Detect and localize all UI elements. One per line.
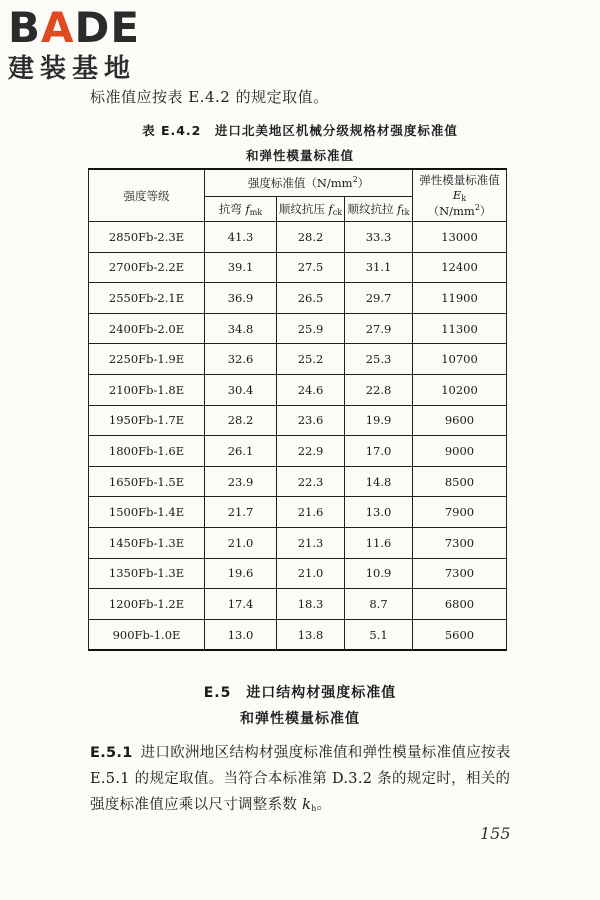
- cell-grade: 2100Fb-1.8E: [89, 374, 205, 405]
- cell-grade: 1500Fb-1.4E: [89, 497, 205, 528]
- cell-ek: 5600: [413, 619, 507, 650]
- cell-grade: 900Fb-1.0E: [89, 619, 205, 650]
- cell-grade: 1950Fb-1.7E: [89, 405, 205, 436]
- cell-fmk: 21.0: [205, 527, 277, 558]
- cell-ftk: 22.8: [345, 374, 413, 405]
- cell-ek: 10700: [413, 344, 507, 375]
- table-caption-line2: 和弹性模量标准值: [245, 148, 354, 163]
- cell-fck: 21.3: [277, 527, 345, 558]
- cell-ek: 8500: [413, 466, 507, 497]
- cell-fck: 24.6: [277, 374, 345, 405]
- cell-ftk: 27.9: [345, 313, 413, 344]
- cell-fmk: 21.7: [205, 497, 277, 528]
- cell-ek: 7900: [413, 497, 507, 528]
- cell-grade: 2850Fb-2.3E: [89, 222, 205, 253]
- table-row: [89, 313, 507, 344]
- table-row: [89, 405, 507, 436]
- header-strength-group: 强度标准值$(N/mm^2)$: [205, 169, 413, 197]
- cell-fck: 26.5: [277, 283, 345, 314]
- cell-ftk: 19.9: [345, 405, 413, 436]
- site-logo: [8, 4, 140, 84]
- strength-table: [88, 168, 507, 651]
- cell-fmk: 34.8: [205, 313, 277, 344]
- cell-fmk: 41.3: [205, 222, 277, 253]
- clause-e51: [90, 740, 515, 822]
- logo-chinese: 建装基地: [8, 54, 137, 84]
- cell-grade: 2250Fb-1.9E: [89, 344, 205, 375]
- cell-fck: 28.2: [277, 222, 345, 253]
- cell-fmk: 36.9: [205, 283, 277, 314]
- cell-fmk: 39.1: [205, 252, 277, 283]
- header-tension: 顺纹抗拉 $f_{tk}$: [345, 197, 413, 222]
- cell-ek: 12400: [413, 252, 507, 283]
- cell-ek: 9600: [413, 405, 507, 436]
- cell-fck: 21.6: [277, 497, 345, 528]
- cell-ek: 11900: [413, 283, 507, 314]
- cell-fck: 22.3: [277, 466, 345, 497]
- table-row: [89, 466, 507, 497]
- cell-fck: 23.6: [277, 405, 345, 436]
- cell-fmk: 30.4: [205, 374, 277, 405]
- cell-grade: 1200Fb-1.2E: [89, 589, 205, 620]
- table-row: [89, 283, 507, 314]
- cell-grade: 2700Fb-2.2E: [89, 252, 205, 283]
- cell-fmk: 32.6: [205, 344, 277, 375]
- cell-grade: 2400Fb-2.0E: [89, 313, 205, 344]
- cell-ek: 10200: [413, 374, 507, 405]
- cell-fmk: 26.1: [205, 436, 277, 467]
- logo-brand: [8, 4, 140, 52]
- table-caption-line1: 表 E.4.2 进口北美地区机械分级规格材强度标准值: [142, 123, 458, 138]
- cell-grade: 2550Fb-2.1E: [89, 283, 205, 314]
- cell-ftk: 14.8: [345, 466, 413, 497]
- cell-fck: 25.2: [277, 344, 345, 375]
- cell-ftk: 11.6: [345, 527, 413, 558]
- header-bending: 抗弯 $f_{mk}$: [205, 197, 277, 222]
- header-grade: 强度等级: [89, 169, 205, 222]
- cell-fck: 18.3: [277, 589, 345, 620]
- clause-text: 进口欧洲地区结构材强度标准值和弹性模量标准值应按表 E.5.1 的规定取值。当符合本标准第 D.3.2 条的规定时，相关的强度标准值应乘以尺寸调整系数: [90, 745, 511, 813]
- clause-text-end: 。: [316, 797, 332, 813]
- table-row: [89, 497, 507, 528]
- table-row: [89, 589, 507, 620]
- cell-grade: 1650Fb-1.5E: [89, 466, 205, 497]
- cell-fmk: 19.6: [205, 558, 277, 589]
- clause-number: E.5.1: [90, 745, 133, 761]
- cell-fck: 21.0: [277, 558, 345, 589]
- cell-ftk: 13.0: [345, 497, 413, 528]
- cell-fmk: 17.4: [205, 589, 277, 620]
- cell-ftk: 10.9: [345, 558, 413, 589]
- cell-fck: 27.5: [277, 252, 345, 283]
- cell-fmk: 13.0: [205, 619, 277, 650]
- page-number: 155: [480, 824, 511, 843]
- cell-fmk: 28.2: [205, 405, 277, 436]
- cell-ftk: 33.3: [345, 222, 413, 253]
- clause-symbol-sub: h: [311, 804, 317, 813]
- table-row: [89, 344, 507, 375]
- table-row: [89, 527, 507, 558]
- table-row: [89, 252, 507, 283]
- table-row: [89, 436, 507, 467]
- cell-ek: 11300: [413, 313, 507, 344]
- logo-brand-de: DE: [74, 3, 141, 52]
- header-modulus: 弹性模量标准值 $E_k$ $(N/mm^2)$: [413, 169, 507, 222]
- cell-ftk: 29.7: [345, 283, 413, 314]
- cell-ek: 13000: [413, 222, 507, 253]
- cell-ek: 6800: [413, 589, 507, 620]
- cell-ftk: 25.3: [345, 344, 413, 375]
- cell-ek: 7300: [413, 527, 507, 558]
- table-row: [89, 558, 507, 589]
- cell-ftk: 31.1: [345, 252, 413, 283]
- cell-ek: 7300: [413, 558, 507, 589]
- section-title-line2: 和弹性模量标准值: [240, 711, 360, 727]
- cell-grade: 1350Fb-1.3E: [89, 558, 205, 589]
- table-row: [89, 374, 507, 405]
- cell-ftk: 17.0: [345, 436, 413, 467]
- header-compression: 顺纹抗压 $f_{ck}$: [277, 197, 345, 222]
- cell-fck: 13.8: [277, 619, 345, 650]
- section-title-line1: E.5 进口结构材强度标准值: [203, 685, 397, 701]
- cell-grade: 1450Fb-1.3E: [89, 527, 205, 558]
- cell-ek: 9000: [413, 436, 507, 467]
- cell-fck: 25.9: [277, 313, 345, 344]
- cell-fck: 22.9: [277, 436, 345, 467]
- intro-text: 标准值应按表 E.4.2 的规定取值。: [90, 88, 329, 106]
- cell-fmk: 23.9: [205, 466, 277, 497]
- cell-ftk: 5.1: [345, 619, 413, 650]
- clause-symbol: k: [302, 797, 312, 813]
- cell-ftk: 8.7: [345, 589, 413, 620]
- table-row: [89, 222, 507, 253]
- logo-brand-a: A: [41, 3, 75, 52]
- table-row: [89, 619, 507, 650]
- cell-grade: 1800Fb-1.6E: [89, 436, 205, 467]
- logo-brand-b: B: [8, 3, 42, 52]
